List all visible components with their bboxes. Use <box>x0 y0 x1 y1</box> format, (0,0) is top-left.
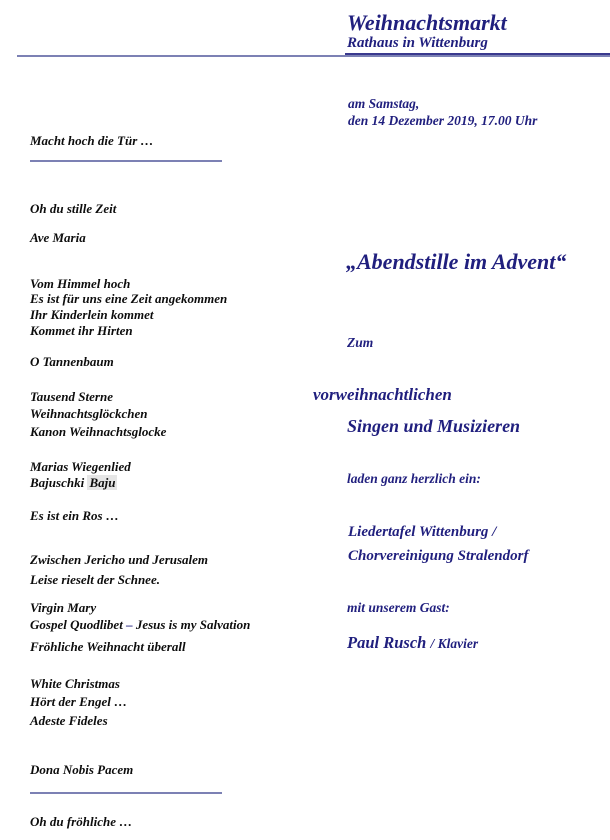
song-kommet-ihr-hirten: Kommet ihr Hirten <box>30 323 133 338</box>
song-dona-nobis-pacem: Dona Nobis Pacem <box>30 762 134 777</box>
guest-role: / Klavier <box>430 636 479 651</box>
event-guest-line <box>347 633 478 653</box>
song-zwischen-jericho: Zwischen Jericho und Jerusalem <box>30 552 209 567</box>
event-date-line1: am Samstag, <box>348 96 420 111</box>
song-es-ist-ein-ros: Es ist ein Ros … <box>30 508 119 523</box>
gospel-dash: – <box>126 617 136 632</box>
event-date-line2: den 14 Dezember 2019, 17.00 Uhr <box>348 113 538 128</box>
event-zum-label: Zum <box>347 335 374 350</box>
song-es-ist-fuer-uns: Es ist für uns eine Zeit angekommen <box>30 291 228 306</box>
song-vom-himmel-hoch: Vom Himmel hoch <box>30 276 131 291</box>
guest-name: Paul Rusch <box>347 633 427 652</box>
bajuschki-prefix: Bajuschki <box>30 475 88 490</box>
gospel-part2: Jesus is my Salvation <box>135 617 251 632</box>
song-leise-rieselt: Leise rieselt der Schnee. <box>30 572 160 587</box>
song-bajuschki-baju <box>30 475 117 490</box>
gospel-part1: Gospel Quodlibet <box>30 617 127 632</box>
bajuschki-highlighted-word: Baju <box>89 475 116 490</box>
song-gospel-quodlibet <box>30 617 250 632</box>
song-marias-wiegenlied: Marias Wiegenlied <box>30 459 131 474</box>
event-guest-label: mit unserem Gast: <box>347 600 450 615</box>
song-ihr-kinderlein-kommet: Ihr Kinderlein kommet <box>30 307 154 322</box>
event-pre-line2: Singen und Musizieren <box>347 416 521 436</box>
page-subtitle: Rathaus in Wittenburg <box>347 35 488 51</box>
song-list-divider-bottom <box>30 792 222 794</box>
song-list-divider-top <box>30 160 222 162</box>
header-divider-line <box>17 55 610 57</box>
event-host-line2: Chorvereinigung Stralendorf <box>348 548 529 564</box>
event-host-line1: Liedertafel Wittenburg / <box>348 524 497 540</box>
song-ave-maria: Ave Maria <box>30 230 86 245</box>
song-o-tannenbaum: O Tannenbaum <box>30 354 114 369</box>
song-virgin-mary: Virgin Mary <box>30 600 97 615</box>
page-title: Weihnachtsmarkt <box>347 10 507 35</box>
header-divider-line-dark-segment <box>345 53 610 55</box>
song-tausend-sterne: Tausend Sterne <box>30 389 113 404</box>
song-white-christmas: White Christmas <box>30 676 120 691</box>
song-macht-hoch-die-tuer: Macht hoch die Tür … <box>30 133 154 148</box>
song-hoert-der-engel: Hört der Engel … <box>30 694 128 709</box>
event-invite-label: laden ganz herzlich ein: <box>347 471 481 486</box>
song-oh-du-stille-zeit: Oh du stille Zeit <box>30 201 117 216</box>
song-weihnachtsgloeckchen: Weihnachtsglöckchen <box>30 406 148 421</box>
event-motto: „Abendstille im Advent“ <box>346 249 567 274</box>
song-oh-du-froehliche: Oh du fröhliche … <box>30 814 133 829</box>
event-pre-line1: vorweihnachtlichen <box>313 385 452 404</box>
song-froehliche-weihnacht: Fröhliche Weihnacht überall <box>30 639 186 654</box>
song-adeste-fideles: Adeste Fideles <box>30 713 108 728</box>
song-kanon-weihnachtsglocke: Kanon Weihnachtsglocke <box>30 424 167 439</box>
